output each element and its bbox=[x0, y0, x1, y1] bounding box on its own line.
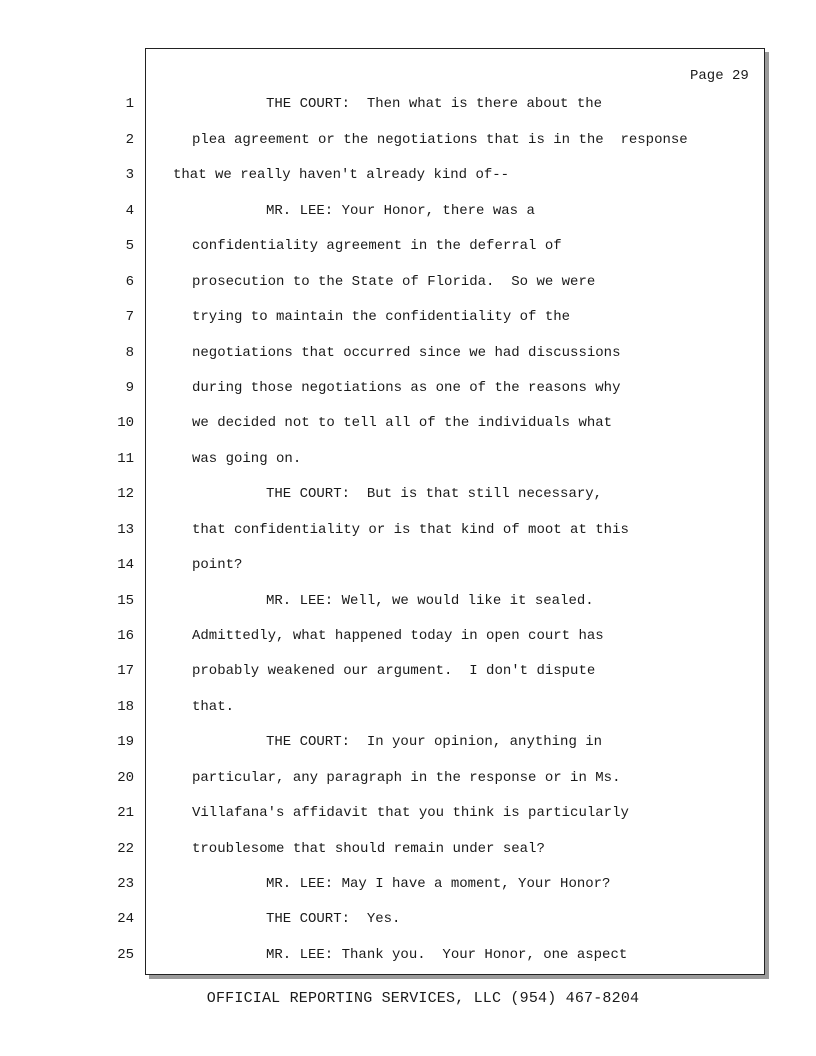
line-number: 7 bbox=[125, 309, 134, 325]
line-number: 25 bbox=[117, 947, 134, 963]
line-number: 10 bbox=[117, 415, 134, 431]
transcript-page bbox=[145, 48, 765, 975]
line-number: 14 bbox=[117, 557, 134, 573]
transcript-line: Admittedly, what happened today in open court has bbox=[192, 628, 604, 644]
transcript-line: plea agreement or the negotiations that is in the response bbox=[192, 132, 688, 148]
transcript-line: point? bbox=[192, 557, 243, 573]
transcript-line: probably weakened our argument. I don't dispute bbox=[192, 663, 596, 679]
transcript-line: THE COURT: In your opinion, anything in bbox=[266, 734, 603, 750]
line-number: 4 bbox=[125, 203, 134, 219]
line-number: 12 bbox=[117, 486, 134, 502]
transcript-line: MR. LEE: Well, we would like it sealed. bbox=[266, 593, 594, 609]
line-number: 17 bbox=[117, 663, 134, 679]
line-number: 3 bbox=[125, 167, 134, 183]
transcript-line: THE COURT: But is that still necessary, bbox=[266, 486, 603, 502]
line-number: 6 bbox=[125, 274, 134, 290]
line-number: 8 bbox=[125, 345, 134, 361]
line-number: 19 bbox=[117, 734, 134, 750]
transcript-line: confidentiality agreement in the deferral of bbox=[192, 238, 562, 254]
line-number: 20 bbox=[117, 770, 134, 786]
transcript-line: that confidentiality or is that kind of moot at this bbox=[192, 522, 629, 538]
line-number: 18 bbox=[117, 699, 134, 715]
page-number: Page 29 bbox=[690, 68, 749, 84]
line-number: 13 bbox=[117, 522, 134, 538]
transcript-line: Villafana's affidavit that you think is particularly bbox=[192, 805, 629, 821]
transcript-line: negotiations that occurred since we had discussions bbox=[192, 345, 621, 361]
line-number: 5 bbox=[125, 238, 134, 254]
reporter-footer: OFFICIAL REPORTING SERVICES, LLC (954) 467-8204 bbox=[206, 990, 640, 1007]
transcript-line: we decided not to tell all of the individuals what bbox=[192, 415, 613, 431]
line-number: 21 bbox=[117, 805, 134, 821]
transcript-line: during those negotiations as one of the reasons why bbox=[192, 380, 621, 396]
transcript-line: particular, any paragraph in the response or in Ms. bbox=[192, 770, 621, 786]
transcript-line: THE COURT: Then what is there about the bbox=[266, 96, 603, 112]
line-number: 2 bbox=[125, 132, 134, 148]
line-number: 11 bbox=[117, 451, 134, 467]
transcript-line: MR. LEE: Thank you. Your Honor, one aspect bbox=[266, 947, 628, 963]
transcript-line: trying to maintain the confidentiality of the bbox=[192, 309, 571, 325]
transcript-line: that. bbox=[192, 699, 235, 715]
line-number: 16 bbox=[117, 628, 134, 644]
transcript-line: MR. LEE: Your Honor, there was a bbox=[266, 203, 535, 219]
line-number: 22 bbox=[117, 841, 134, 857]
line-number: 24 bbox=[117, 911, 134, 927]
line-number: 1 bbox=[125, 96, 134, 112]
line-number: 15 bbox=[117, 593, 134, 609]
transcript-line: troublesome that should remain under seal? bbox=[192, 841, 545, 857]
line-number: 9 bbox=[125, 380, 134, 396]
transcript-line: was going on. bbox=[192, 451, 302, 467]
transcript-line: THE COURT: Yes. bbox=[266, 911, 401, 927]
transcript-line: prosecution to the State of Florida. So we were bbox=[192, 274, 596, 290]
transcript-line: that we really haven't already kind of-- bbox=[173, 167, 510, 183]
transcript-line: MR. LEE: May I have a moment, Your Honor? bbox=[266, 876, 611, 892]
line-number: 23 bbox=[117, 876, 134, 892]
